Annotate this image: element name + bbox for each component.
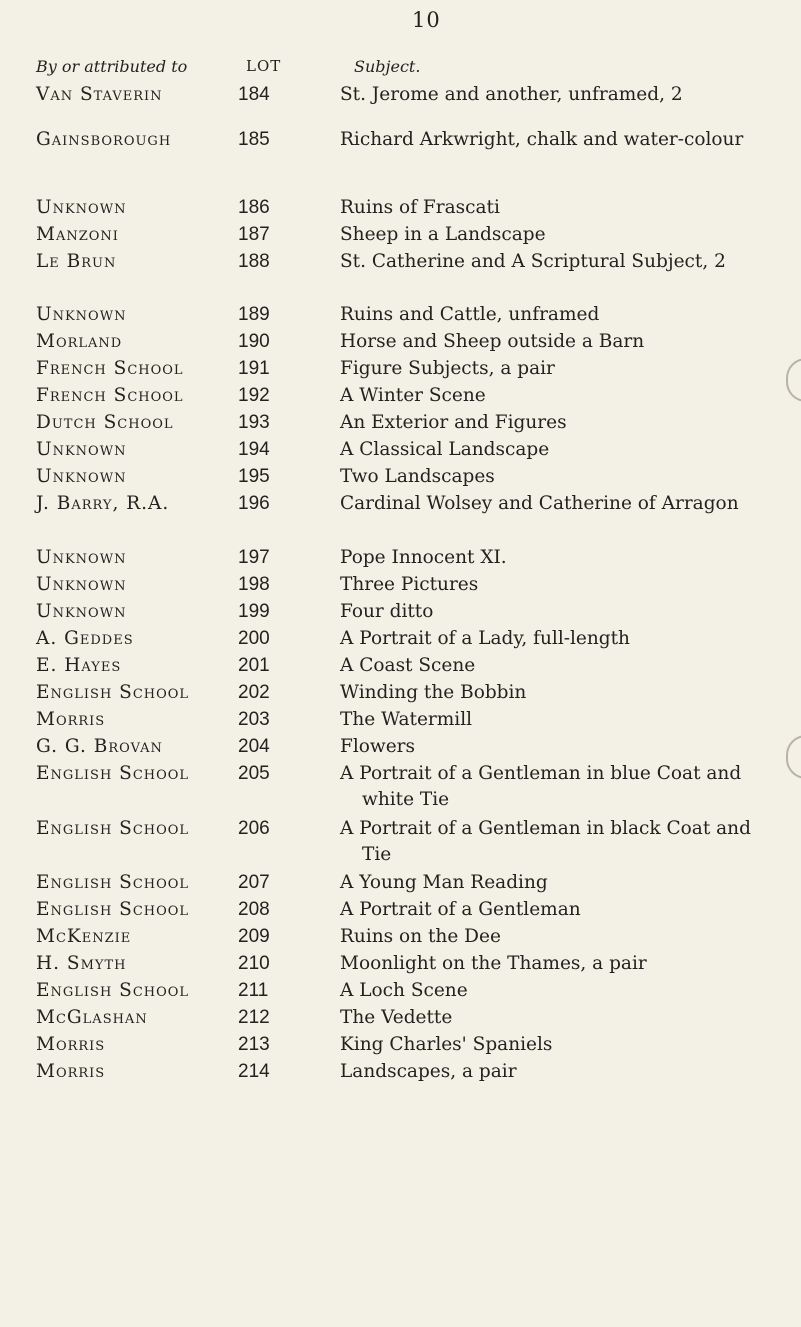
entry-subject: A Portrait of a Gentleman [340, 899, 581, 920]
entry-artist [36, 329, 122, 355]
entry-subject: Flowers [340, 736, 416, 757]
entry-artist-name: Dutch School [36, 412, 174, 433]
entry-lot-number: 199 [238, 601, 270, 622]
entry-subject: A Winter Scene [340, 385, 486, 406]
entry-subject: Sheep in a Landscape [340, 224, 546, 245]
entry-artist-name: McKenzie [36, 926, 132, 947]
entry-lot-number: 187 [238, 224, 270, 245]
entry-artist [36, 545, 126, 571]
entry-subject: A Portrait of a Gentleman in black Coat and Tie [340, 818, 751, 865]
entry-artist-name: Unknown [36, 601, 127, 622]
entry-subject: A Portrait of a Gentleman in blue Coat and white Tie [340, 763, 742, 810]
subject-column-header: Subject. [354, 57, 421, 76]
entry-lot [238, 383, 328, 409]
entry-lot [238, 761, 328, 787]
entry-lot [238, 870, 328, 896]
entry-subject: Landscapes, a pair [340, 1061, 517, 1082]
entry-artist [36, 734, 163, 760]
entry-lot-number: 212 [238, 1007, 270, 1028]
entry-subject: St. Jerome and another, unframed, 2 [340, 84, 683, 105]
entry-lot [238, 707, 328, 733]
entry-subject: Figure Subjects, a pair [340, 358, 555, 379]
entry-subject: Cardinal Wolsey and Catherine of Arragon [340, 493, 739, 514]
entry-artist [36, 653, 121, 679]
entry-lot-number: 206 [238, 818, 270, 839]
entry-lot [238, 329, 328, 355]
entry-artist [36, 1005, 148, 1031]
entry-subject: A Young Man Reading [340, 872, 548, 893]
entry-artist [36, 410, 174, 436]
entry-lot [238, 302, 328, 328]
entry-subject: King Charles' Spaniels [340, 1034, 553, 1055]
entry-artist-name: English School [36, 899, 190, 920]
entry-lot-number: 198 [238, 574, 270, 595]
entry-lot-number: 213 [238, 1034, 270, 1055]
entry-artist [36, 1032, 105, 1058]
entry-artist [36, 383, 184, 409]
entry-lot-number: 210 [238, 953, 270, 974]
entry-subject: Moonlight on the Thames, a pair [340, 953, 647, 974]
entry-lot [238, 222, 328, 248]
entry-artist-name: McGlashan [36, 1007, 148, 1028]
entry-subject: Two Landscapes [340, 466, 495, 487]
entry-subject: An Exterior and Figures [340, 412, 567, 433]
entry-artist [36, 127, 171, 153]
entry-artist-name: Unknown [36, 439, 127, 460]
entry-artist [36, 437, 126, 463]
entry-artist-name: A. Geddes [36, 628, 134, 649]
entry-artist [36, 1059, 105, 1085]
entry-artist [36, 951, 126, 977]
entry-lot [238, 249, 328, 275]
entry-artist [36, 356, 184, 382]
entry-lot-number: 190 [238, 331, 270, 352]
entry-lot [238, 545, 328, 571]
entry-lot-number: 191 [238, 358, 270, 379]
entry-artist [36, 491, 169, 517]
margin-bracket-upper [786, 358, 801, 402]
entry-subject: A Portrait of a Lady, full-length [340, 628, 630, 649]
entry-lot [238, 464, 328, 490]
entry-artist-name: H. Smyth [36, 953, 127, 974]
entry-subject: Three Pictures [340, 574, 479, 595]
page-number: 10 [412, 8, 441, 32]
entry-lot [238, 356, 328, 382]
entry-lot-number: 200 [238, 628, 270, 649]
entry-lot-number: 188 [238, 251, 270, 272]
entry-lot [238, 653, 328, 679]
entry-lot [238, 437, 328, 463]
entry-lot-number: 185 [238, 129, 270, 150]
entry-subject: Winding the Bobbin [340, 682, 527, 703]
entry-artist [36, 626, 134, 652]
entry-lot-number: 207 [238, 872, 270, 893]
entry-lot-number: 209 [238, 926, 270, 947]
entry-artist-name: Unknown [36, 197, 127, 218]
artist-column-header: By or attributed to [36, 57, 188, 76]
entry-artist-name: Unknown [36, 304, 127, 325]
entry-lot-number: 208 [238, 899, 270, 920]
entry-artist-name: English School [36, 763, 190, 784]
entry-artist-name: Le Brun [36, 251, 117, 272]
entry-artist [36, 302, 126, 328]
entry-artist [36, 464, 126, 490]
entry-lot [238, 1032, 328, 1058]
entry-subject: A Loch Scene [340, 980, 468, 1001]
entry-lot [238, 410, 328, 436]
entry-lot-number: 189 [238, 304, 270, 325]
entry-lot-number: 202 [238, 682, 270, 703]
entry-lot [238, 599, 328, 625]
entry-subject: The Watermill [340, 709, 473, 730]
entry-artist [36, 870, 189, 896]
entry-artist [36, 572, 126, 598]
entry-artist-name: G. G. Brovan [36, 736, 163, 757]
entry-lot [238, 127, 328, 153]
entry-subject: Richard Arkwright, chalk and water-colour [340, 129, 744, 150]
entry-lot-number: 192 [238, 385, 270, 406]
entry-lot [238, 572, 328, 598]
entry-lot [238, 924, 328, 950]
entry-artist-name: Manzoni [36, 224, 119, 245]
entry-lot [238, 734, 328, 760]
entry-artist-name: English School [36, 682, 190, 703]
margin-bracket-lower [786, 735, 801, 779]
entry-lot-number: 211 [238, 980, 269, 1001]
entry-lot [238, 897, 328, 923]
entry-artist-name: J. Barry, R.A. [36, 493, 170, 514]
entry-subject: Horse and Sheep outside a Barn [340, 331, 645, 352]
entry-lot-number: 205 [238, 763, 270, 784]
entry-artist [36, 82, 163, 108]
entry-artist-name: English School [36, 872, 190, 893]
entry-lot-number: 214 [238, 1061, 270, 1082]
entry-lot [238, 1059, 328, 1085]
entry-lot-number: 184 [238, 84, 270, 105]
entry-artist-name: Unknown [36, 466, 127, 487]
entry-artist [36, 599, 126, 625]
entry-artist [36, 195, 126, 221]
entry-lot [238, 195, 328, 221]
entry-artist-name: Morris [36, 709, 106, 730]
entry-lot [238, 680, 328, 706]
entry-artist-name: Unknown [36, 574, 127, 595]
entry-artist-name: English School [36, 818, 190, 839]
entry-lot [238, 978, 328, 1004]
entry-artist-name: Unknown [36, 547, 127, 568]
entry-lot-number: 203 [238, 709, 270, 730]
entry-lot-number: 201 [238, 655, 270, 676]
entry-subject: Four ditto [340, 601, 434, 622]
entry-artist [36, 222, 119, 248]
entry-artist [36, 924, 131, 950]
lot-column-header: LOT [246, 57, 282, 75]
entry-artist [36, 761, 189, 787]
entry-artist-name: Gainsborough [36, 129, 172, 150]
entry-artist-name: English School [36, 980, 190, 1001]
entry-artist-name: Morland [36, 331, 123, 352]
entry-artist-name: Van Staverin [36, 84, 163, 105]
entry-lot [238, 491, 328, 517]
entry-subject: Ruins on the Dee [340, 926, 501, 947]
entry-subject: Pope Innocent XI. [340, 547, 507, 568]
entry-subject: A Coast Scene [340, 655, 476, 676]
entry-lot [238, 82, 328, 108]
entry-lot [238, 951, 328, 977]
entry-lot-number: 194 [238, 439, 270, 460]
entry-lot-number: 193 [238, 412, 270, 433]
entry-lot-number: 196 [238, 493, 270, 514]
entry-lot-number: 195 [238, 466, 270, 487]
entry-artist-name: E. Hayes [36, 655, 122, 676]
entry-lot [238, 1005, 328, 1031]
entry-artist-name: French School [36, 358, 184, 379]
entry-lot-number: 197 [238, 547, 270, 568]
entry-artist [36, 978, 189, 1004]
entry-lot-number: 204 [238, 736, 270, 757]
entry-artist-name: Morris [36, 1034, 106, 1055]
entry-lot-number: 186 [238, 197, 270, 218]
entry-artist [36, 897, 189, 923]
entry-lot [238, 626, 328, 652]
entry-artist [36, 816, 189, 842]
entry-subject: St. Catherine and A Scriptural Subject, 2 [340, 251, 726, 272]
entry-subject: Ruins of Frascati [340, 197, 500, 218]
entry-artist [36, 249, 116, 275]
entry-artist-name: French School [36, 385, 184, 406]
entry-artist [36, 680, 189, 706]
entry-subject: The Vedette [340, 1007, 453, 1028]
entry-artist [36, 707, 105, 733]
entry-subject: Ruins and Cattle, unframed [340, 304, 600, 325]
entry-lot [238, 816, 328, 842]
entry-artist-name: Morris [36, 1061, 106, 1082]
entry-subject: A Classical Landscape [340, 439, 550, 460]
